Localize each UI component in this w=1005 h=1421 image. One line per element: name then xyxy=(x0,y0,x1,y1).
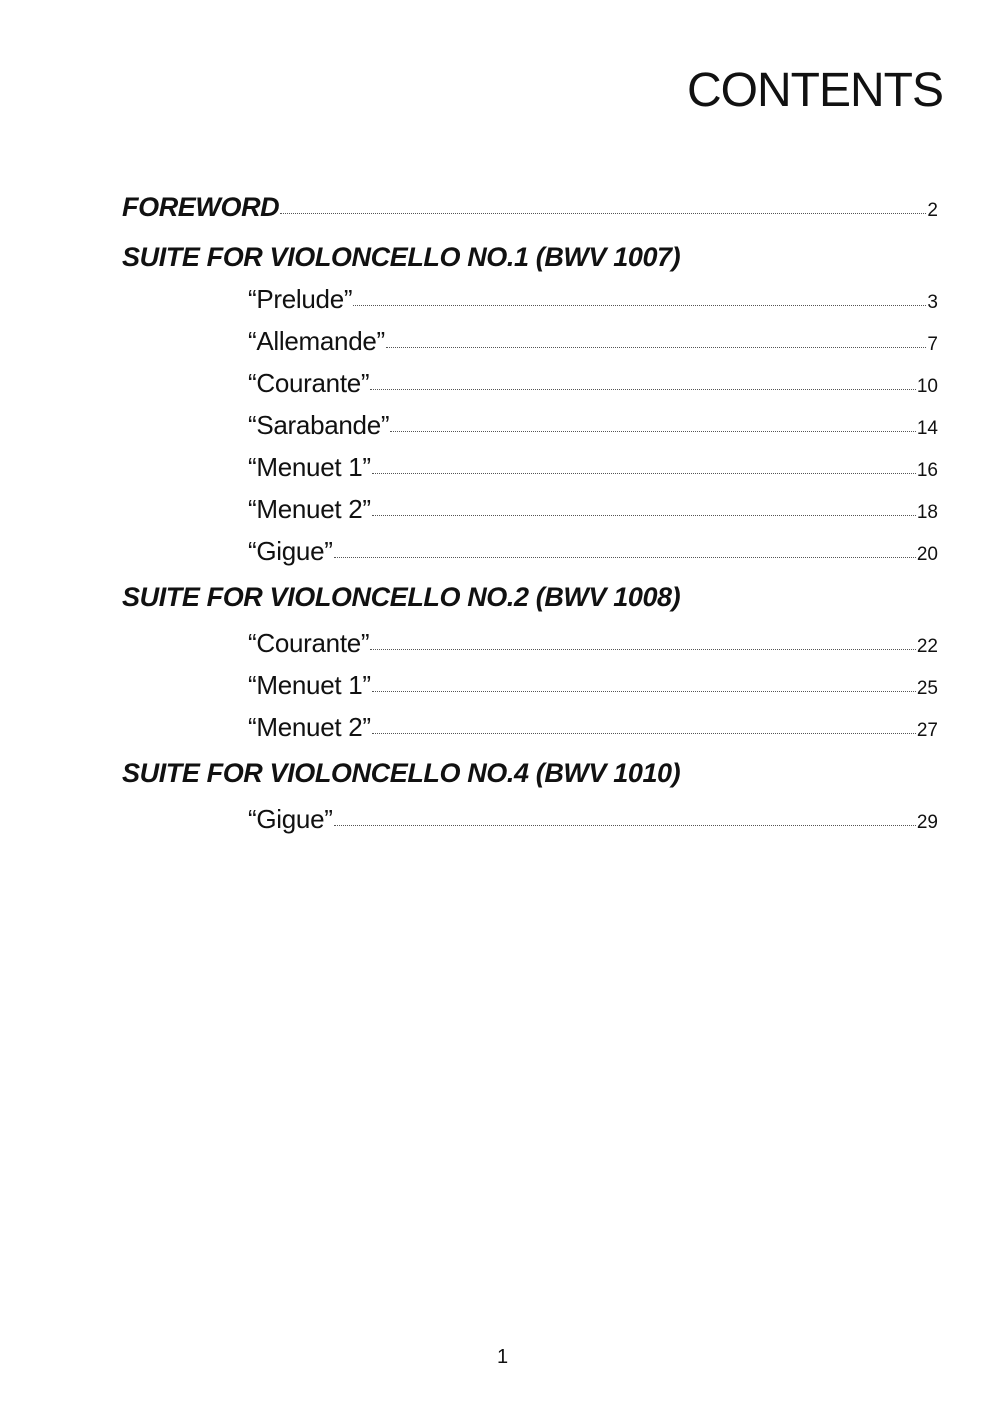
page-number: 1 xyxy=(496,1346,509,1368)
dot-leader xyxy=(372,515,916,516)
toc-entry-label: “Sarabande” xyxy=(248,410,390,440)
toc-page-number: 2 xyxy=(927,200,938,221)
toc-entry-label: “Gigue” xyxy=(248,536,333,566)
toc-entry-label: FOREWORD xyxy=(122,192,280,222)
toc-entry-label: “Menuet 2” xyxy=(248,712,371,742)
dot-leader xyxy=(370,649,916,650)
toc-entry-gigue[interactable] xyxy=(122,530,938,572)
toc-entry-label: “Menuet 2” xyxy=(248,494,371,524)
dot-leader xyxy=(280,213,926,214)
dot-leader xyxy=(390,431,916,432)
dot-leader xyxy=(370,389,916,390)
toc-entry-label: “Courante” xyxy=(248,368,370,398)
toc-section-label: SUITE FOR VIOLONCELLO NO.4 (BWV 1010) xyxy=(122,758,681,788)
toc-page-number: 16 xyxy=(916,460,938,481)
toc-page-number: 27 xyxy=(916,720,938,741)
toc-page-number: 3 xyxy=(927,292,938,313)
toc-entry-courante[interactable] xyxy=(122,622,938,664)
toc-section-label: SUITE FOR VIOLONCELLO NO.1 (BWV 1007) xyxy=(122,242,681,272)
toc-entry-menuet-2[interactable] xyxy=(122,488,938,530)
dot-leader xyxy=(372,473,916,474)
toc-page-number: 22 xyxy=(916,636,938,657)
toc-section-heading-suite-2 xyxy=(122,572,938,622)
dot-leader xyxy=(386,347,927,348)
toc-page-number: 18 xyxy=(916,502,938,523)
toc-entry-label: “Prelude” xyxy=(248,284,353,314)
dot-leader xyxy=(334,557,916,558)
toc-entry-prelude[interactable] xyxy=(122,278,938,320)
toc-entry-gigue[interactable] xyxy=(122,798,938,840)
toc-section-heading-suite-1 xyxy=(122,236,938,278)
dot-leader xyxy=(372,733,916,734)
toc-entry-menuet-2[interactable] xyxy=(122,706,938,748)
toc-entry-allemande[interactable] xyxy=(122,320,938,362)
toc-entry-foreword[interactable] xyxy=(122,186,938,236)
toc-entry-label: “Courante” xyxy=(248,628,370,658)
toc-page-number: 20 xyxy=(916,544,938,565)
toc-page-number: 29 xyxy=(916,812,938,833)
toc-entry-label: “Menuet 1” xyxy=(248,452,371,482)
page-title: CONTENTS xyxy=(687,64,943,117)
toc-entry-label: “Menuet 1” xyxy=(248,670,371,700)
toc-section-label: SUITE FOR VIOLONCELLO NO.2 (BWV 1008) xyxy=(122,582,681,612)
dot-leader xyxy=(334,825,916,826)
toc-page-number: 7 xyxy=(927,334,938,355)
table-of-contents xyxy=(122,186,938,840)
toc-entry-menuet-1[interactable] xyxy=(122,664,938,706)
toc-entry-sarabande[interactable] xyxy=(122,404,938,446)
toc-entry-label: “Allemande” xyxy=(248,326,385,356)
toc-page-number: 14 xyxy=(916,418,938,439)
toc-section-heading-suite-4 xyxy=(122,748,938,798)
dot-leader xyxy=(353,305,926,306)
toc-page-number: 10 xyxy=(916,376,938,397)
toc-entry-label: “Gigue” xyxy=(248,804,333,834)
toc-entry-menuet-1[interactable] xyxy=(122,446,938,488)
toc-entry-courante[interactable] xyxy=(122,362,938,404)
toc-page-number: 25 xyxy=(916,678,938,699)
dot-leader xyxy=(372,691,916,692)
